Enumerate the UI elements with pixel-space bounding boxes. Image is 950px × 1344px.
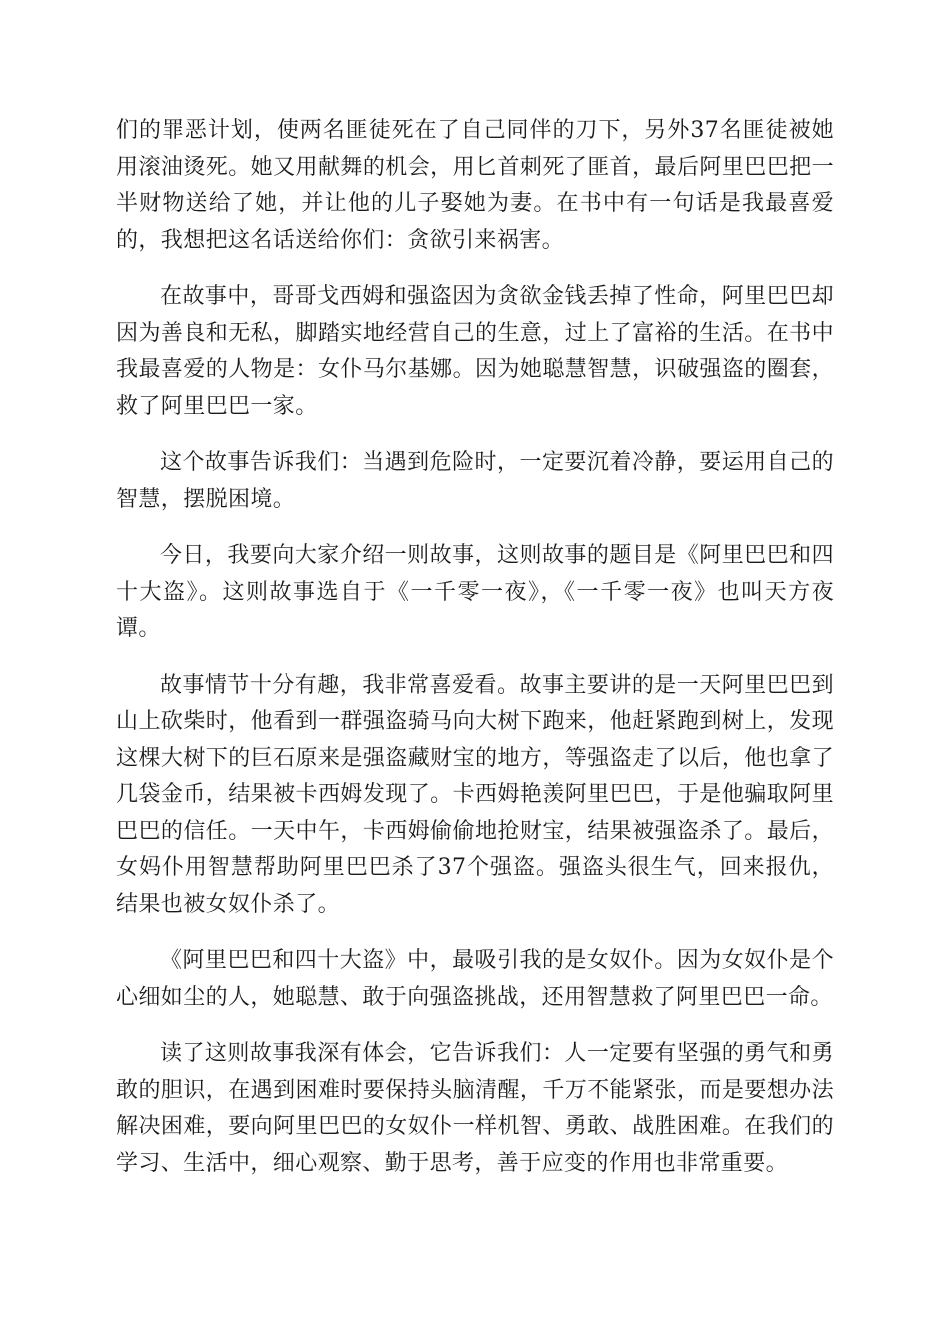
document-body [116,113,834,1202]
paragraph: 读了这则故事我深有体会，它告诉我们：人一定要有坚强的勇气和勇敢的胆识，在遇到困难时要保持头脑清醒，千万不能紧张，而是要想办法解决困难，要向阿里巴巴的女奴仆一样机智、勇敢、战胜困难。在我们的学习、生活中，细心观察、勤于思考，善于应变的作用也非常重要。 [116,1041,834,1176]
paragraph: 在故事中，哥哥戈西姆和强盗因为贪欲金钱丢掉了性命，阿里巴巴却因为善良和无私，脚踏实地经营自己的生意，过上了富裕的生活。在书中我最喜爱的人物是：女仆马尔基娜。因为她聪慧智慧，识破强盗的圈套，救了阿里巴巴一家。 [116,284,834,419]
paragraph: 故事情节十分有趣，我非常喜爱看。故事主要讲的是一天阿里巴巴到山上砍柴时，他看到一群强盗骑马向大树下跑来，他赶紧跑到树上，发现这棵大树下的巨石原来是强盗藏财宝的地方，等强盗走了以后，他也拿了几袋金币，结果被卡西姆发现了。卡西姆艳羡阿里巴巴，于是他骗取阿里巴巴的信任。一天中午，卡西姆偷偷地抢财宝，结果被强盗杀了。最后，女妈仆用智慧帮助阿里巴巴杀了37个强盗。强盗头很生气，回来报仇，结果也被女奴仆杀了。 [116,672,834,917]
paragraph: 这个故事告诉我们：当遇到危险时，一定要沉着冷静，要运用自己的智慧，摆脱困境。 [116,450,834,512]
paragraph-continuation: 们的罪恶计划，使两名匪徒死在了自己同伴的刀下，另外37名匪徒被她用滚油烫死。她又用献舞的机会，用匕首刺死了匪首，最后阿里巴巴把一半财物送给了她，并让他的儿子娶她为妻。在书中有一句话是我最喜爱的，我想把这名话送给你们：贪欲引来祸害。 [116,118,834,253]
paragraph: 《阿里巴巴和四十大盗》中，最吸引我的是女奴仆。因为女奴仆是个心细如尘的人，她聪慧、敢于向强盗挑战，还用智慧救了阿里巴巴一命。 [116,948,834,1010]
paragraph: 今日，我要向大家介绍一则故事，这则故事的题目是《阿里巴巴和四十大盗》。这则故事选自于《一千零一夜》，《一千零一夜》也叫天方夜谭。 [116,543,834,641]
